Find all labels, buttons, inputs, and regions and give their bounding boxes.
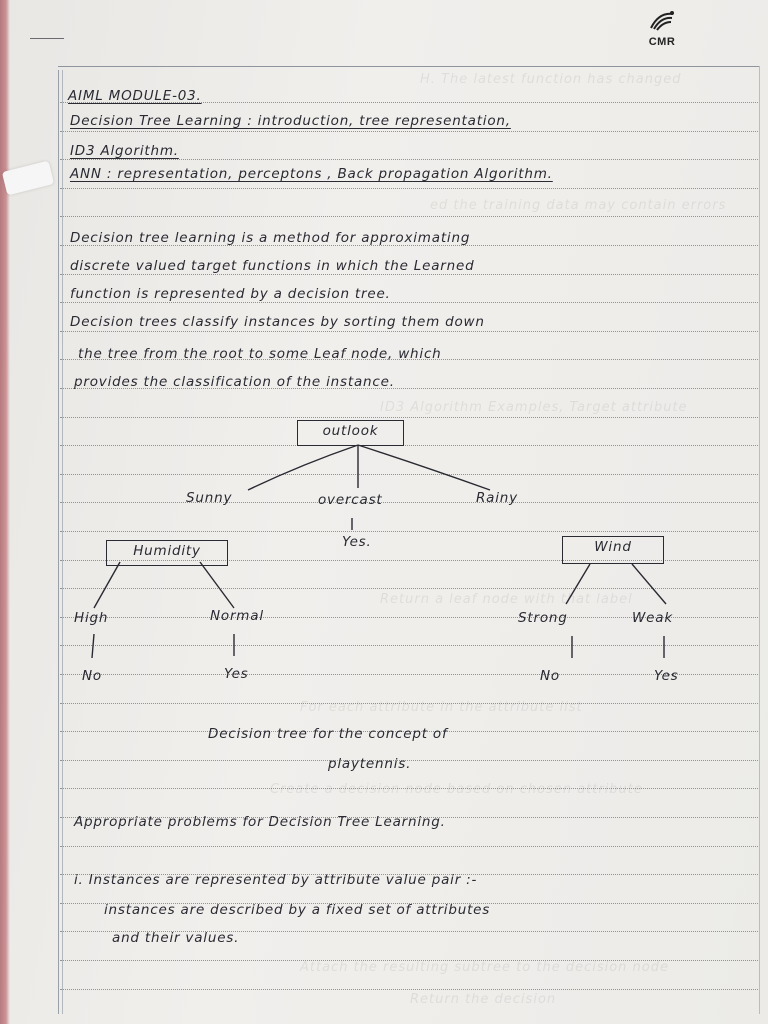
paragraph-line-2: discrete valued target functions in which the Learned bbox=[70, 258, 475, 274]
point-1-line-1: i. Instances are represented by attribute value pair :- bbox=[74, 872, 478, 888]
caption-line-2: playtennis. bbox=[328, 756, 412, 772]
edge-wind-weak bbox=[632, 564, 666, 604]
leaf-strong-no: No bbox=[540, 668, 560, 684]
point-1-line-3: and their values. bbox=[112, 930, 240, 946]
edge-wind-strong bbox=[566, 564, 590, 604]
edge-outlook-rainy bbox=[358, 445, 490, 490]
topic-line-1: Decision Tree Learning : introduction, tree representation, bbox=[70, 113, 511, 129]
leaf-normal-yes: Yes bbox=[224, 666, 249, 682]
caption-line-1: Decision tree for the concept of bbox=[208, 726, 448, 742]
edge-humidity-high bbox=[94, 562, 120, 608]
paragraph-line-5: the tree from the root to some Leaf node, which bbox=[78, 346, 442, 362]
topic-line-3: ANN : representation, perceptons , Back propagation Algorithm. bbox=[70, 166, 553, 182]
paragraph-line-6: provides the classification of the instance. bbox=[74, 374, 395, 390]
topic-line-2: ID3 Algorithm. bbox=[70, 143, 179, 159]
edge-humidity-normal bbox=[200, 562, 234, 608]
node-wind: Wind bbox=[562, 536, 664, 564]
node-humidity: Humidity bbox=[106, 540, 228, 566]
leaf-high-no: No bbox=[82, 668, 102, 684]
branch-high: High bbox=[74, 610, 109, 626]
branch-overcast: overcast bbox=[318, 492, 383, 508]
paragraph-line-3: function is represented by a decision tree. bbox=[70, 286, 391, 302]
paragraph-line-1: Decision tree learning is a method for approximating bbox=[70, 230, 471, 246]
node-outlook: outlook bbox=[297, 420, 404, 446]
paragraph-line-4: Decision trees classify instances by sorting them down bbox=[70, 314, 485, 330]
point-1-line-2: instances are described by a fixed set of attributes bbox=[104, 902, 491, 918]
notebook-page: CMR H. The latest function has changed ed the training data may contain errors ID3 Algorithm Examples, Target attribute Return a leaf node with that label For each attribute in the attribute list Create a decision node based on chosen attribute Attach the resulting subtree to the decision node Return the decision AIML MODULE-03. Decision Tree Learning : introduction, tree representation, ID3 Algorithm. ANN : representation, perceptons , Back propagation Algorithm. Decision tree learning is a method for approximating discrete valued target functions in which the Learned function is represented by a decision tree. Decision trees classify instances by sorting them down the tree from the root to some Leaf node, which provides the classification of the instance. outlook Sunny overcast Rainy Yes. Humidity Wind High Normal Strong Weak No Yes No Yes Decision tree for the concept of playtennis. Appropriate problems for Decision Tree Learning. i. Instances are represented by attribute value pair :- instances are described by a fixed set of attributes and their values. bbox=[0, 0, 768, 1024]
branch-strong: Strong bbox=[518, 610, 568, 626]
module-title: AIML MODULE-03. bbox=[68, 88, 202, 104]
leaf-overcast-yes: Yes. bbox=[342, 534, 372, 550]
branch-weak: Weak bbox=[632, 610, 673, 626]
leaf-weak-yes: Yes bbox=[654, 668, 679, 684]
branch-normal: Normal bbox=[210, 608, 264, 624]
logo-label: CMR bbox=[648, 36, 676, 48]
edge-outlook-sunny bbox=[248, 445, 358, 490]
edge-high-no bbox=[92, 634, 94, 658]
branch-rainy: Rainy bbox=[476, 490, 518, 506]
section-heading: Appropriate problems for Decision Tree Learning. bbox=[74, 814, 446, 830]
branch-sunny: Sunny bbox=[186, 490, 233, 506]
